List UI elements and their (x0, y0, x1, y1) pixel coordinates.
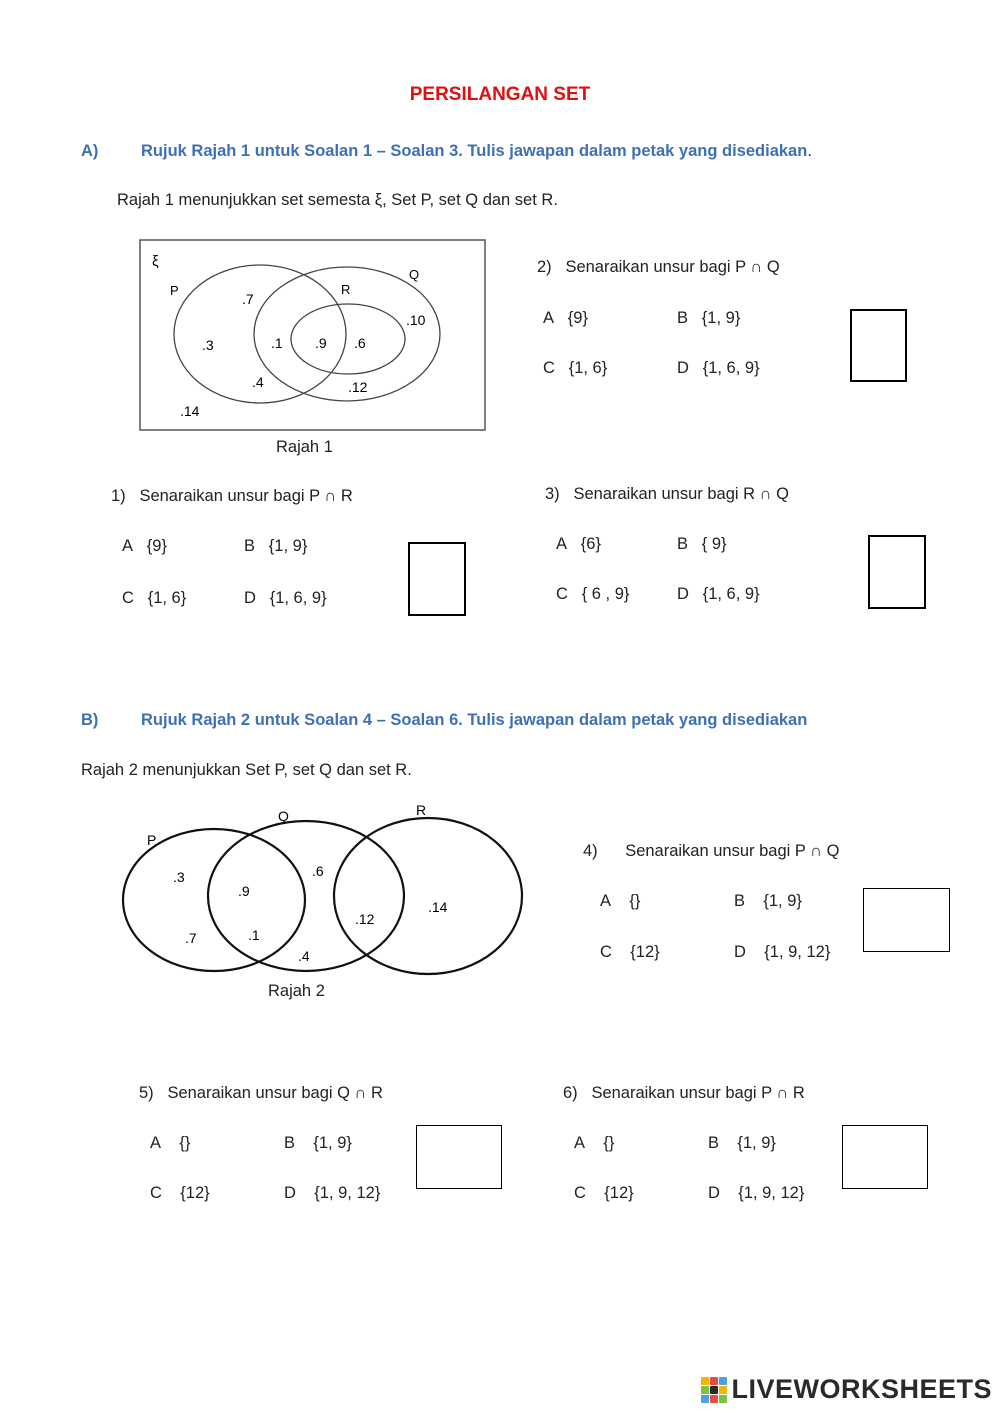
element: .4 (252, 374, 264, 390)
option-a: A {} (150, 1134, 191, 1152)
set-r-circle (334, 818, 522, 974)
option-a: A {} (574, 1134, 615, 1152)
logo-text: LIVEWORKSHEETS (731, 1374, 992, 1404)
label-q: Q (409, 267, 420, 282)
element: .3 (173, 869, 185, 885)
xi-symbol: ξ (152, 253, 159, 270)
option-c: C {1, 6} (122, 589, 187, 607)
element: .12 (348, 379, 368, 395)
element: .6 (312, 863, 324, 879)
element: .7 (185, 930, 197, 946)
question-5: 5) Senaraikan unsur bagi Q ∩ R (139, 1084, 383, 1102)
answer-box-q6[interactable] (842, 1125, 928, 1189)
option-b: B {1, 9} (677, 309, 741, 327)
element: .10 (406, 312, 426, 328)
option-a: A {6} (556, 535, 601, 553)
element: .3 (202, 337, 214, 353)
answer-box-q4[interactable] (863, 888, 950, 952)
element: .14 (428, 899, 448, 915)
set-p-circle (123, 829, 305, 971)
option-a: A {} (600, 892, 641, 910)
element: .4 (298, 948, 310, 964)
label-p: P (147, 832, 157, 848)
option-c: C {1, 6} (543, 359, 608, 377)
option-d: D {1, 9, 12} (284, 1184, 381, 1202)
option-b: B { 9} (677, 535, 727, 553)
element: .9 (315, 335, 327, 351)
label-r: R (416, 802, 427, 818)
option-d: D {1, 6, 9} (677, 585, 760, 603)
page-title: PERSILANGAN SET (409, 84, 591, 105)
element: .1 (248, 927, 260, 943)
option-d: D {1, 6, 9} (677, 359, 760, 377)
question-3: 3) Senaraikan unsur bagi R ∩ Q (545, 485, 789, 503)
option-c: C {12} (600, 943, 660, 961)
element: .14 (180, 403, 200, 419)
option-c: C {12} (574, 1184, 634, 1202)
element: .1 (271, 335, 283, 351)
liveworksheets-logo (701, 1374, 992, 1405)
rajah-1-caption: Rajah 1 (276, 438, 333, 456)
section-a-letter: A) (81, 142, 99, 160)
rajah-2-caption: Rajah 2 (268, 982, 325, 1000)
option-b: B {1, 9} (284, 1134, 352, 1152)
section-b-intro: Rajah 2 menunjukkan Set P, set Q dan set R. (81, 761, 412, 779)
venn-diagram-2 (110, 795, 540, 1010)
option-b: B {1, 9} (708, 1134, 776, 1152)
option-a: A {9} (543, 309, 588, 327)
answer-box-q3[interactable] (868, 535, 926, 609)
element: .9 (238, 883, 250, 899)
label-p: P (170, 283, 179, 298)
option-a: A {9} (122, 537, 167, 555)
set-r-circle (291, 304, 405, 374)
label-q: Q (278, 808, 289, 824)
section-a-intro: Rajah 1 menunjukkan set semesta ξ, Set P, set Q dan set R. (117, 191, 558, 209)
section-a-instruction: Rujuk Rajah 1 untuk Soalan 1 – Soalan 3. Tulis jawapan dalam petak yang disediakan. (141, 142, 812, 160)
section-b-letter: B) (81, 711, 99, 729)
answer-box-q1[interactable] (408, 542, 466, 616)
section-b-instruction: Rujuk Rajah 2 untuk Soalan 4 – Soalan 6. Tulis jawapan dalam petak yang disediakan (141, 711, 808, 729)
universal-set-box (140, 240, 485, 430)
option-b: B {1, 9} (734, 892, 802, 910)
option-b: B {1, 9} (244, 537, 308, 555)
question-2: 2) Senaraikan unsur bagi P ∩ Q (537, 258, 780, 276)
element: .6 (354, 335, 366, 351)
option-c: C {12} (150, 1184, 210, 1202)
option-d: D {1, 9, 12} (708, 1184, 805, 1202)
option-d: D {1, 9, 12} (734, 943, 831, 961)
question-6: 6) Senaraikan unsur bagi P ∩ R (563, 1084, 805, 1102)
venn-diagram-1 (130, 230, 500, 470)
label-r: R (341, 282, 351, 297)
answer-box-q5[interactable] (416, 1125, 502, 1189)
element: .12 (355, 911, 375, 927)
answer-box-q2[interactable] (850, 309, 907, 382)
question-4: 4) Senaraikan unsur bagi P ∩ Q (583, 842, 840, 860)
option-c: C { 6 , 9} (556, 585, 630, 603)
option-d: D {1, 6, 9} (244, 589, 327, 607)
element: .7 (242, 291, 254, 307)
logo-grid-icon (701, 1377, 727, 1403)
question-1: 1) Senaraikan unsur bagi P ∩ R (111, 487, 353, 505)
